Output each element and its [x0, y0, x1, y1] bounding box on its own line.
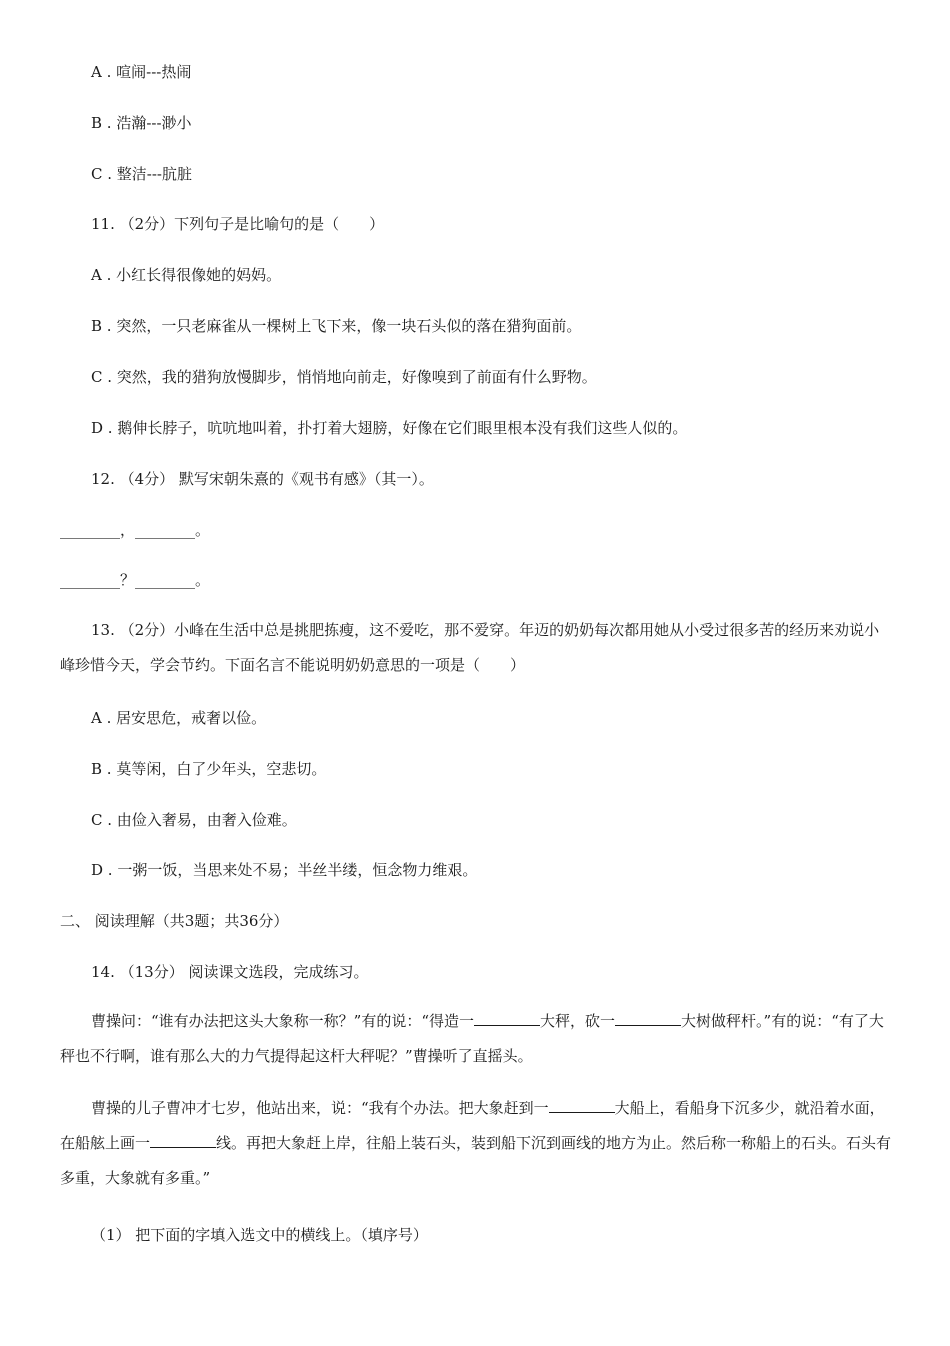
q10-option-c: C . 整洁---肮脏 — [91, 165, 193, 183]
passage-blank[interactable] — [549, 1098, 615, 1113]
section-2-title: 二、 阅读理解（共3题；共36分） — [60, 912, 289, 930]
q12-stem: 12. （4分） 默写宋朝朱熹的《观书有感》（其一）。 — [91, 470, 434, 488]
q14-passage-paragraph-1: 曹操问：“谁有办法把这头大象称一称？”有的说：“得造一 大秤，砍一 大树做秤杆。”有的说：“有了大秤也不行啊，谁有那么大的力气提得起这杆大秤呢？”曹操听了直摇头。 — [60, 1012, 884, 1065]
q13-option-a: A . 居安思危，戒奢以俭。 — [91, 709, 267, 727]
q12-answer-line-2: ________？________。 — [60, 571, 211, 589]
q12-blank[interactable]: ________ — [135, 571, 196, 589]
q10-option-b: B . 浩瀚---渺小 — [91, 114, 192, 132]
q12-blank[interactable]: ________ — [135, 521, 196, 539]
q10-option-a: A . 喧闹---热闹 — [91, 63, 192, 81]
q11-option-d: D . 鹅伸长脖子，吭吭地叫着，扑打着大翅膀，好像在它们眼里根本没有我们这些人似的。 — [91, 419, 688, 437]
q11-option-c: C . 突然，我的猎狗放慢脚步，悄悄地向前走，好像嗅到了前面有什么野物。 — [91, 368, 597, 386]
q13-option-b: B . 莫等闲，白了少年头，空悲切。 — [91, 760, 327, 778]
q12-answer-line-1: ________，________。 — [60, 521, 211, 539]
q13-option-c: C . 由俭入奢易，由奢入俭难。 — [91, 811, 297, 829]
q13-option-d: D . 一粥一饭，当思来处不易；半丝半缕，恒念物力维艰。 — [91, 861, 478, 879]
q14-passage-paragraph-2: 曹操的儿子曹冲才七岁，他站出来，说：“我有个办法。把大象赶到一 大船上，看船身下沉多少，就沿着水面，在船舷上画一 线。再把大象赶上岸，往船上装石头，装到船下沉到画线的地方为止。然后称一称船上的石头。石头有多重，大象就有多重。” — [60, 1099, 892, 1187]
q14-stem: 14. （13分） 阅读课文选段，完成练习。 — [91, 963, 369, 981]
q12-blank[interactable]: ________ — [60, 521, 120, 539]
passage-blank[interactable] — [615, 1011, 681, 1026]
q12-blank[interactable]: ________ — [60, 571, 120, 589]
passage-blank[interactable] — [474, 1011, 540, 1026]
q11-stem: 11. （2分）下列句子是比喻句的是（ ） — [91, 215, 385, 233]
q11-option-a: A . 小红长得很像她的妈妈。 — [91, 266, 282, 284]
q14-subquestion-1: （1） 把下面的字填入选文中的横线上。（填序号） — [91, 1226, 428, 1244]
passage-blank[interactable] — [150, 1133, 216, 1148]
q13-stem: 13. （2分）小峰在生活中总是挑肥拣瘦，这不爱吃，那不爱穿。年迈的奶奶每次都用她从小受过很多苦的经历来劝说小峰珍惜今天，学会节约。下面名言不能说明奶奶意思的一项是（ ） — [60, 621, 880, 674]
q11-option-b: B . 突然，一只老麻雀从一棵树上飞下来，像一块石头似的落在猎狗面前。 — [91, 317, 582, 335]
